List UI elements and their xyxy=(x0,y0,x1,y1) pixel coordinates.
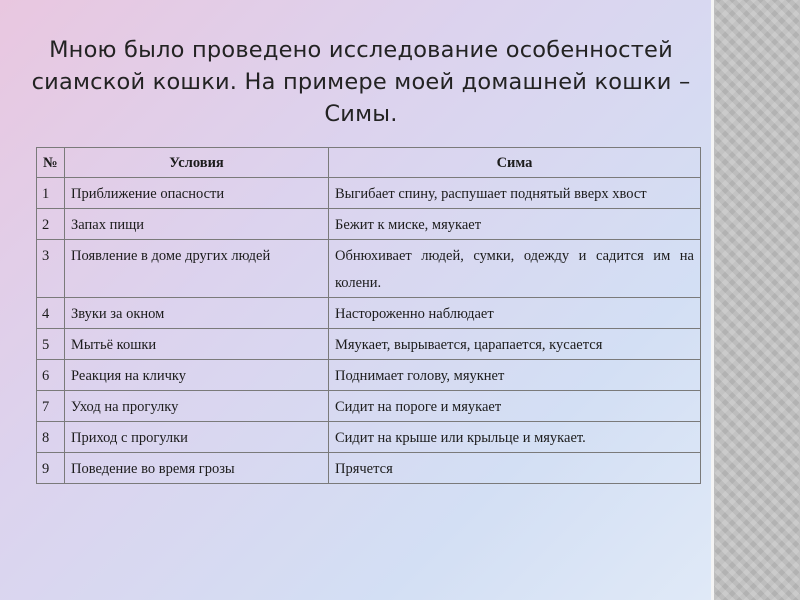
header-sima: Сима xyxy=(329,148,701,178)
table-row xyxy=(37,453,701,484)
row-number: 7 xyxy=(37,391,65,422)
row-condition: Появление в доме других людей xyxy=(65,240,329,298)
row-condition: Приход с прогулки xyxy=(65,422,329,453)
row-sima: Настороженно наблюдает xyxy=(329,298,701,329)
row-number: 3 xyxy=(37,240,65,298)
header-conditions: Условия xyxy=(65,148,329,178)
table-row xyxy=(37,178,701,209)
row-condition: Реакция на кличку xyxy=(65,360,329,391)
title-line: Мною было проведено исследование особенностей xyxy=(49,37,673,63)
row-sima: Обнюхивает людей, сумки, одежду и садится им на колени. xyxy=(329,240,701,298)
row-number: 5 xyxy=(37,329,65,360)
row-number: 8 xyxy=(37,422,65,453)
table-row xyxy=(37,209,701,240)
row-sima: Поднимает голову, мяукнет xyxy=(329,360,701,391)
row-sima: Сидит на пороге и мяукает xyxy=(329,391,701,422)
row-condition: Запах пищи xyxy=(65,209,329,240)
slide-title xyxy=(22,34,700,130)
table-row xyxy=(37,391,701,422)
row-condition: Звуки за окном xyxy=(65,298,329,329)
table-row xyxy=(37,298,701,329)
row-sima: Сидит на крыше или крыльце и мяукает. xyxy=(329,422,701,453)
row-condition: Мытьё кошки xyxy=(65,329,329,360)
table-row xyxy=(37,329,701,360)
row-number: 9 xyxy=(37,453,65,484)
row-sima: Бежит к миске, мяукает xyxy=(329,209,701,240)
row-condition: Приближение опасности xyxy=(65,178,329,209)
title-line: сиамской кошки. На примере моей домашней кошки – xyxy=(31,69,691,95)
row-number: 2 xyxy=(37,209,65,240)
row-condition: Уход на прогулку xyxy=(65,391,329,422)
row-condition: Поведение во время грозы xyxy=(65,453,329,484)
row-number: 4 xyxy=(37,298,65,329)
observation-table xyxy=(36,147,701,484)
table-row xyxy=(37,422,701,453)
row-sima: Выгибает спину, распушает поднятый вверх хвост xyxy=(329,178,701,209)
row-number: 6 xyxy=(37,360,65,391)
row-number: 1 xyxy=(37,178,65,209)
decorative-stripe xyxy=(714,0,800,600)
row-sima: Мяукает, вырывается, царапается, кусается xyxy=(329,329,701,360)
table-header-row xyxy=(37,148,701,178)
table-row xyxy=(37,240,701,298)
row-sima: Прячется xyxy=(329,453,701,484)
header-number: № xyxy=(37,148,65,178)
title-line: Симы. xyxy=(324,101,398,127)
table-row xyxy=(37,360,701,391)
